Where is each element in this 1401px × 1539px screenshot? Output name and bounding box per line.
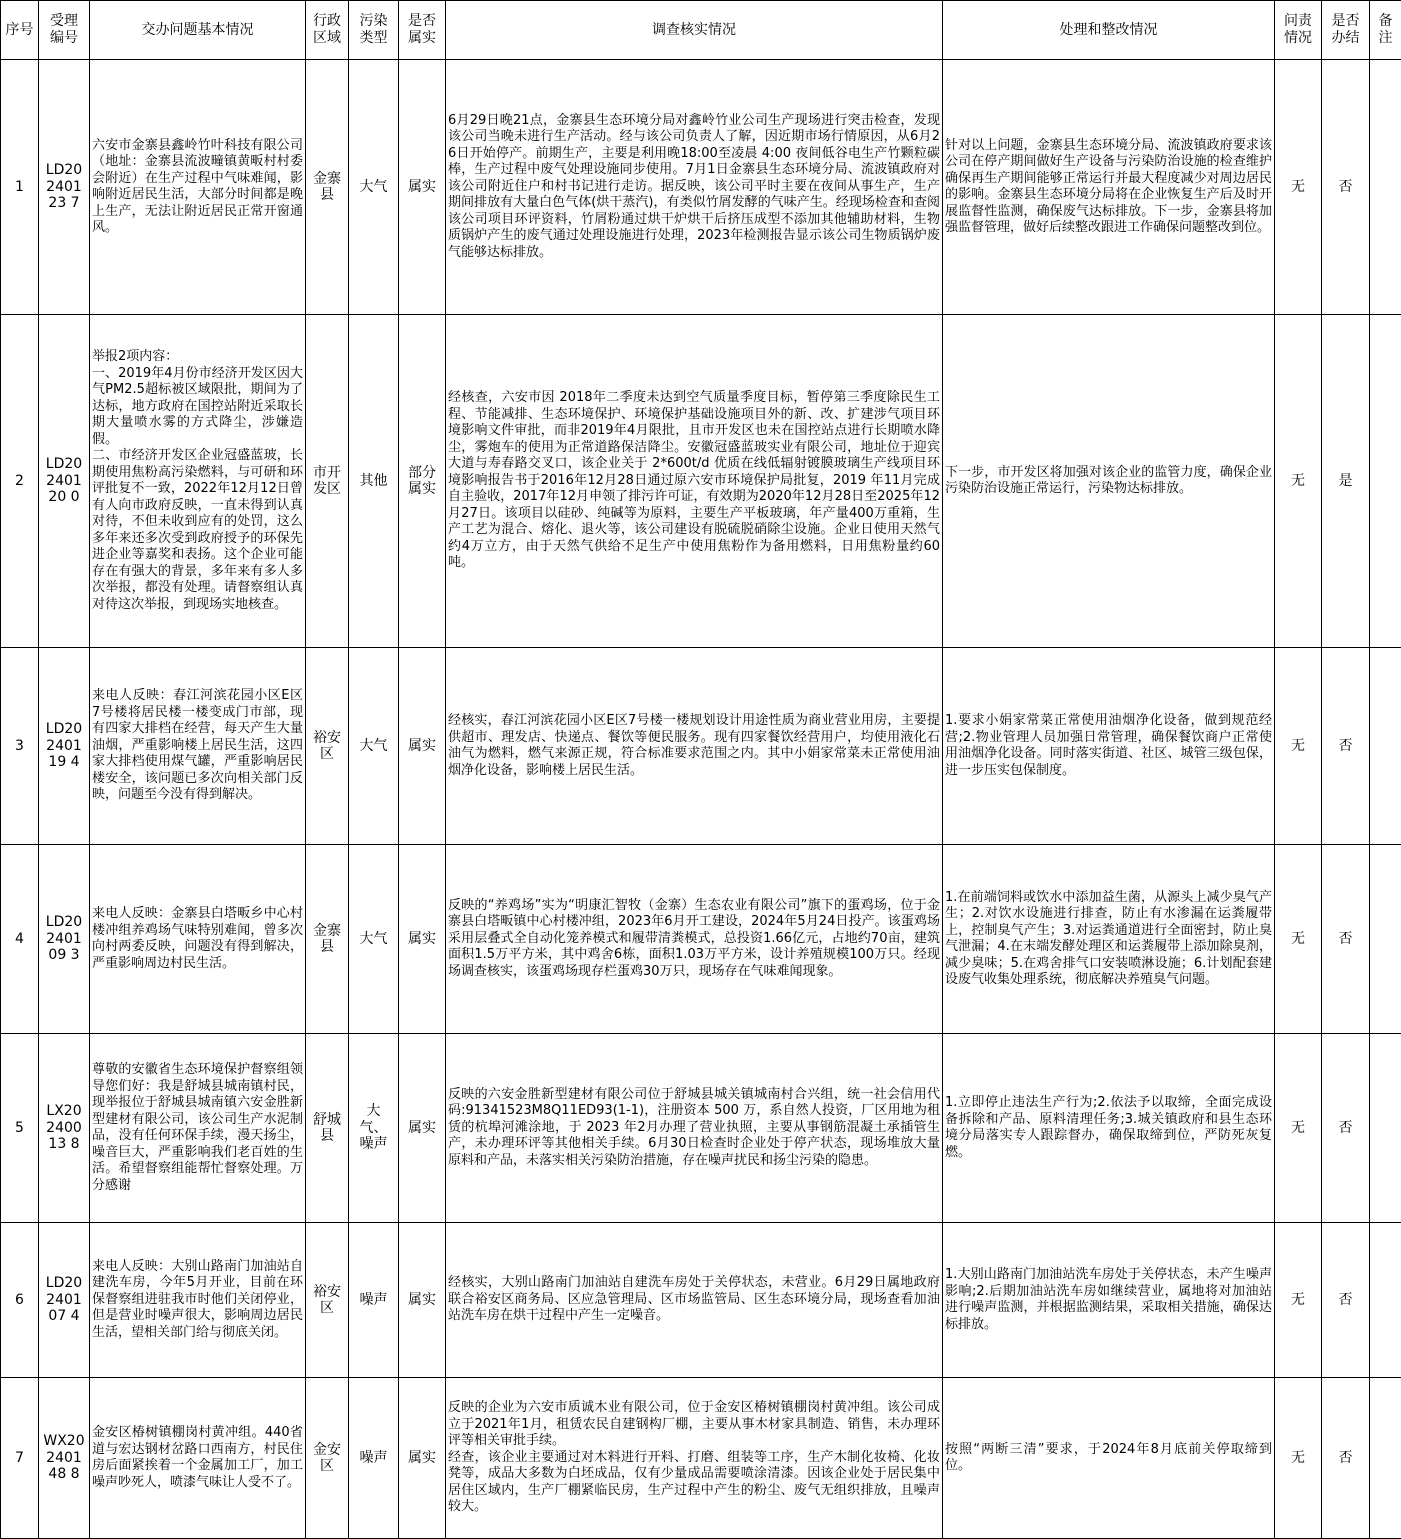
cell-accountability: 无 (1275, 60, 1322, 315)
cell-region: 金寨县 (306, 845, 349, 1034)
table-row (1, 60, 1401, 315)
table-row (1, 845, 1401, 1034)
cell-id: LX20240013 8 (39, 1034, 90, 1223)
cell-rectification (943, 60, 1275, 315)
cell-region: 金寨县 (306, 60, 349, 315)
cell-region: 裕安区 (306, 648, 349, 845)
cell-investigation (446, 1034, 943, 1223)
header-rectification: 处理和整改情况 (943, 1, 1275, 60)
cell-rectification (943, 1223, 1275, 1378)
cell-region: 市开发区 (306, 315, 349, 648)
header-closed: 是否办结 (1322, 1, 1370, 60)
table-row (1, 1034, 1401, 1223)
cell-seq: 5 (1, 1034, 39, 1223)
header-row (1, 1, 1401, 60)
header-id: 受理编号 (39, 1, 90, 60)
cell-issue (90, 60, 306, 315)
cell-issue-text: 来电人反映：金寨县白塔畈乡中心村楼冲组养鸡场气味特别难闻，曾多次向村两委反映，问题没有得到解决，严重影响周边村民生活。 (92, 906, 303, 971)
cell-rectification-text: 下一步，市开发区将加强对该企业的监管力度，确保企业污染防治设施正常运行，污染物达标排放。 (945, 464, 1272, 496)
cell-issue (90, 315, 306, 648)
cell-rectification (943, 315, 1275, 648)
cell-investigation-text: 反映的六安金胜新型建材有限公司位于舒城县城关镇城南村合兴组，统一社会信用代码:91341523M8Q11ED93(1-1)，注册资本 500 万，系自然人投资，厂区用地为租赁的杭埠河滩涂地，于 2023 年2月办理了营业执照，主要从事钢筋混凝土承插管生产，未办理环评等其他相关手续。6月30日检查时企业处于停产状态，现场堆放大量原料和产品，未落实相关污染防治措施，存在噪声扰民和扬尘污染的隐患。 (448, 1086, 940, 1168)
cell-accountability: 无 (1275, 1378, 1322, 1539)
cell-issue-text: 举报2项内容： 一、2019年4月份市经济开发区因大气PM2.5超标被区域限批，期间为了达标，地方政府在国控站附近采取长期大量喷水雾的方式降尘，涉嫌造假。 二、市经济开发区企业冠盛蓝玻，长期使用焦粉高污染燃料，与可研和环评批复不一致，2022年12月12日曾有人向市政府反映，一直未得到认真对待，不但未收到应有的处罚，这么多年来还多次受到政府授予的环保先进企业等嘉奖和表扬。这个企业可能存在有强大的背景，多年来有多人多次举报，都没有处理。请督察组认真对待这次举报，到现场实地核查。 (92, 349, 303, 612)
cell-id: LD20240109 3 (39, 845, 90, 1034)
cell-type: 其他 (349, 315, 399, 648)
cell-rectification-text: 1.大别山路南门加油站洗车房处于关停状态，未产生噪声影响;2.后期加油站洗车房如继续营业，属地将对加油站进行噪声监测，并根据监测结果，采取相关措施，确保达标排放。 (945, 1267, 1272, 1332)
cell-issue (90, 648, 306, 845)
cell-true: 属实 (399, 1034, 446, 1223)
cell-region: 金安区 (306, 1378, 349, 1539)
cell-type: 大气 (349, 648, 399, 845)
cell-closed: 是 (1322, 315, 1370, 648)
cell-true: 属实 (399, 845, 446, 1034)
cell-note (1370, 648, 1401, 845)
cell-issue-text: 六安市金寨县鑫岭竹叶科技有限公司（地址：金寨县流波疃镇黄畈村村委会附近）在生产过程中气味难闻，影响附近居民生活，大部分时间都是晚上生产，无法让附近居民正常开窗通风。 (92, 137, 303, 235)
cell-investigation (446, 1378, 943, 1539)
cell-investigation (446, 315, 943, 648)
cell-investigation (446, 845, 943, 1034)
cell-note (1370, 1034, 1401, 1223)
table-row (1, 315, 1401, 648)
cell-region: 舒城县 (306, 1034, 349, 1223)
table-row (1, 648, 1401, 845)
cell-issue-text: 来电人反映：大别山路南门加油站自建洗车房，今年5月开业，目前在环保督察组进驻我市时他们关闭停业，但是营业时噪声很大，影响周边居民生活，望相关部门给与彻底关闭。 (92, 1258, 303, 1340)
header-note: 备注 (1370, 1, 1401, 60)
cell-id: WX20240148 8 (39, 1378, 90, 1539)
cell-note (1370, 845, 1401, 1034)
cell-seq: 3 (1, 648, 39, 845)
table-row (1, 1223, 1401, 1378)
cell-id: LD20240120 0 (39, 315, 90, 648)
cell-issue-text: 尊敬的安徽省生态环境保护督察组领导您们好：我是舒城县城南镇村民，现举报位于舒城县城南镇六安金胜新型建材有限公司，该公司生产水泥制品，没有任何环保手续，漫天扬尘，噪音巨大，严重影响我们老百姓的生活。希望督察组能帮忙督察处理。万分感谢 (92, 1062, 303, 1193)
cell-investigation (446, 1223, 943, 1378)
cell-true: 部分属实 (399, 315, 446, 648)
cell-accountability: 无 (1275, 648, 1322, 845)
cell-seq: 7 (1, 1378, 39, 1539)
cell-issue-text: 来电人反映：春江河滨花园小区E区7号楼将居民楼一楼变成门市部，现有四家大排档在经营，每天产生大量油烟，严重影响楼上居民生活，这四家大排档使用煤气罐，严重影响居民楼安全，该问题已多次向相关部门反映，问题至今没有得到解决。 (92, 688, 303, 803)
cell-rectification-text: 1.立即停止违法生产行为;2.依法予以取缔，全面完成设备拆除和产品、原料清理任务;3.城关镇政府和县生态环境分局落实专人跟踪督办，确保取缔到位，严防死灰复燃。 (945, 1095, 1272, 1160)
cell-investigation-text: 反映的“养鸡场”实为“明康汇智牧（金寨）生态农业有限公司”旗下的蛋鸡场，位于金寨县白塔畈镇中心村楼冲组，2023年6月开工建设，2024年5月24日投产。该蛋鸡场采用层叠式全自动化笼养模式和履带清粪模式，总投资1.66亿元，占地约70亩，建筑面积1.5万平方米，其中鸡舍6栋，面积1.03万平方米，设计养殖规模100万只。经现场调查核实，该蛋鸡场现存栏蛋鸡30万只，现场存在气味难闻现象。 (448, 897, 940, 979)
cell-rectification-text: 1.在前端饲料或饮水中添加益生菌，从源头上减少臭气产生；2.对饮水设施进行排查，防止有水渗漏在运粪履带上，控制臭气产生；3.对运粪通道进行全面密封，防止臭气泄漏；4.在末端发酵处理区和运粪履带上添加除臭剂，减少臭味；5.在鸡舍排气口安装喷淋设施；6.计划配套建设废气收集处理系统，彻底解决养殖臭气问题。 (945, 889, 1272, 987)
cell-rectification-text: 1.要求小娟家常菜正常使用油烟净化设备，做到规范经营;2.物业管理人员加强日常管理，确保餐饮商户正常使用油烟净化设备。同时落实街道、社区、城管三级包保，进一步压实包保制度。 (945, 713, 1272, 778)
cell-rectification (943, 1034, 1275, 1223)
cell-true: 属实 (399, 648, 446, 845)
cell-true: 属实 (399, 1378, 446, 1539)
header-accountability: 问责情况 (1275, 1, 1322, 60)
cell-closed: 否 (1322, 1223, 1370, 1378)
cell-closed: 否 (1322, 60, 1370, 315)
cell-investigation-text: 经核查，六安市因 2018年二季度未达到空气质量季度目标，暂停第三季度除民生工程、节能减排、生态环境保护、环境保护基础设施项目外的新、改、扩建涉气项目环境影响文件审批，而非2019年4月限批，且市开发区也未在国控站点进行长期喷水降尘，雾炮车的使用为正常道路保洁降尘。安徽冠盛蓝玻实业有限公司，地址位于迎宾大道与寿春路交叉口，该企业关于 2*600t/d 优质在线低辐射镀膜玻璃生产线项目环境影响报告书于2016年12月28日通过原六安市环境保护局批复，2019 年11月完成自主验收，2017年12月申领了排污许可证，有效期为2020年12月28日至2025年12月27日。该项目以硅砂、纯碱等为原料，主要生产平板玻璃，年产量400万重箱，生产工艺为混合、熔化、退火等，该公司建设有脱硫脱硝除尘设施。企业日使用天然气约4万立方，由于天然气供给不足生产中使用焦粉作为备用燃料，日用焦粉量约60吨。 (448, 390, 940, 571)
cell-investigation-text: 6月29日晚21点，金寨县生态环境分局对鑫岭竹业公司生产现场进行突击检查，发现该公司当晚未进行生产活动。经与该公司负责人了解，因近期市场行情原因，从6月26日开始停产。前期生产，主要是利用晚18:00至凌晨 4:00 夜间低谷电生产竹颗粒碳棒，生产过程中废气处理设施同步使用。7月1日金寨县生态环境分局、流波镇政府对该公司附近住户和村书记进行走访。据反映，该公司平时主要在夜间从事生产，生产期间排放有大量白色气体(烘干蒸汽)，有类似竹屑发酵的气味产生。经现场检查和查阅该公司项目环评资料，竹屑粉通过烘干炉烘干后挤压成型不添加其他辅助材料，生物质锅炉产生的废气通过处理设施进行处理，2023年检测报告显示该公司生物质锅炉废气能够达标排放。 (448, 112, 940, 260)
cell-id: LD20240107 4 (39, 1223, 90, 1378)
cell-issue-text: 金安区椿树镇棚岗村黄冲组。440省道与宏达钢材岔路口西南方，村民住房后面紧挨着一个金属加工厂，加工噪声吵死人，喷漆气味让人受不了。 (92, 1425, 303, 1490)
cell-note (1370, 60, 1401, 315)
cell-true: 属实 (399, 1223, 446, 1378)
cell-type: 大气、噪声 (349, 1034, 399, 1223)
cell-closed: 否 (1322, 1034, 1370, 1223)
cell-type: 大气 (349, 60, 399, 315)
cell-accountability: 无 (1275, 845, 1322, 1034)
cell-id: LD20240119 4 (39, 648, 90, 845)
cell-issue (90, 1034, 306, 1223)
cell-investigation-text: 经核实，春江河滨花园小区E区7号楼一楼规划设计用途性质为商业营业用房，主要提供超市、理发店、快递点、餐饮等便民服务。现有四家餐饮经营用户，均使用液化石油气为燃料，燃气来源正规，符合标准要求范围之内。其中小娟家常菜未正常使用油烟净化设备，影响楼上居民生活。 (448, 713, 940, 778)
cell-rectification (943, 1378, 1275, 1539)
cell-issue (90, 1223, 306, 1378)
cell-rectification (943, 648, 1275, 845)
cell-seq: 2 (1, 315, 39, 648)
cell-issue (90, 845, 306, 1034)
cell-investigation (446, 60, 943, 315)
cell-accountability: 无 (1275, 1034, 1322, 1223)
header-investigation: 调查核实情况 (446, 1, 943, 60)
cell-accountability: 无 (1275, 315, 1322, 648)
cell-rectification (943, 845, 1275, 1034)
cell-closed: 否 (1322, 648, 1370, 845)
cell-issue (90, 1378, 306, 1539)
cell-seq: 6 (1, 1223, 39, 1378)
cell-seq: 1 (1, 60, 39, 315)
cell-id: LD20240123 7 (39, 60, 90, 315)
cell-seq: 4 (1, 845, 39, 1034)
cell-note (1370, 1223, 1401, 1378)
cell-rectification-text: 按照“两断三清”要求，于2024年8月底前关停取缔到位。 (945, 1441, 1272, 1473)
header-true: 是否属实 (399, 1, 446, 60)
cell-rectification-text: 针对以上问题，金寨县生态环境分局、流波镇政府要求该公司在停产期间做好生产设备与污染防治设施的检查维护确保再生产期间能够正常运行并最大程度减少对周边居民的影响。金寨县生态环境分局将在企业恢复生产后及时开展监督性监测，确保废气达标排放。下一步，金寨县将加强监督管理，做好后续整改跟进工作确保问题整改到位。 (945, 137, 1272, 235)
cell-true: 属实 (399, 60, 446, 315)
header-seq: 序号 (1, 1, 39, 60)
cell-note (1370, 1378, 1401, 1539)
cell-investigation-text: 经核实，大别山路南门加油站自建洗车房处于关停状态，未营业。6月29日属地政府联合裕安区商务局、区应急管理局、区市场监管局、区生态环境分局，现场查看加油站洗车房在烘干过程中产生一定噪音。 (448, 1275, 940, 1324)
cell-accountability: 无 (1275, 1223, 1322, 1378)
cell-closed: 否 (1322, 845, 1370, 1034)
cell-investigation-text: 反映的企业为六安市质诚木业有限公司，位于金安区椿树镇棚岗村黄冲组。该公司成立于2021年1月，租赁农民自建钢构厂棚，主要从事木材家具制造、销售，未办理环评等相关审批手续。 经查，该企业主要通过对木料进行开料、打磨、组装等工序，生产木制化妆椅、化妆凳等，成品大多数为白坯成品，仅有少量成品需要喷涂清漆。因该企业处于居民集中居住区域内，生产厂棚紧临民房，生产过程中产生的粉尘、废气无组织排放，且噪声较大。 (448, 1400, 940, 1515)
header-region: 行政区域 (306, 1, 349, 60)
cell-investigation (446, 648, 943, 845)
header-type: 污染类型 (349, 1, 399, 60)
table-row (1, 1378, 1401, 1539)
header-issue: 交办问题基本情况 (90, 1, 306, 60)
cell-closed: 否 (1322, 1378, 1370, 1539)
cell-note (1370, 315, 1401, 648)
cell-type: 噪声 (349, 1378, 399, 1539)
cell-type: 噪声 (349, 1223, 399, 1378)
cell-region: 裕安区 (306, 1223, 349, 1378)
cell-type: 大气 (349, 845, 399, 1034)
